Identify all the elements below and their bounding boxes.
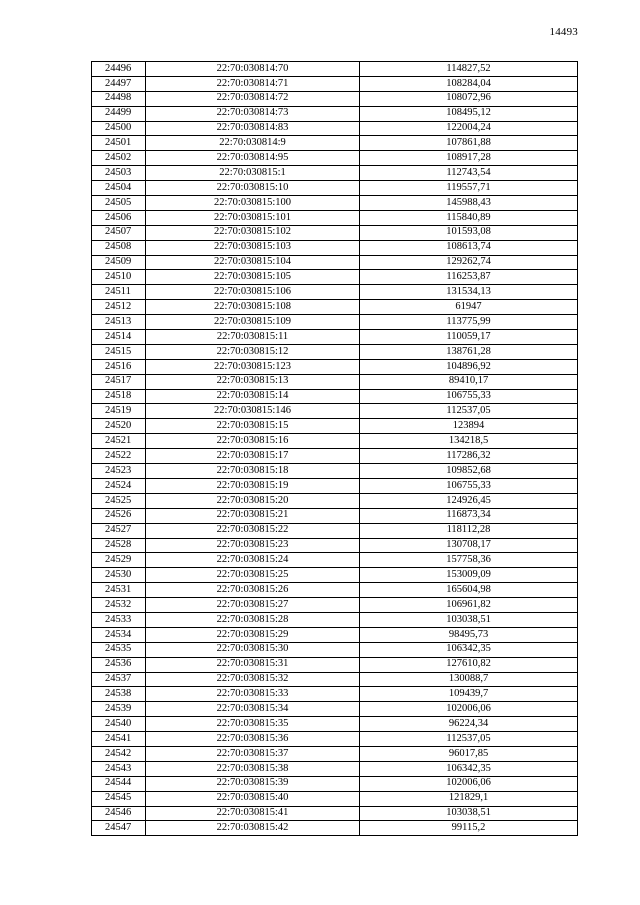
table-row: [92, 583, 578, 598]
cadastral-value-cell: 106961,82: [360, 598, 578, 613]
table-row: [92, 612, 578, 627]
row-number-cell: 24502: [92, 151, 146, 166]
cadastral-value-cell: 113775,99: [360, 315, 578, 330]
cadastral-value-cell: 127610,82: [360, 657, 578, 672]
row-number-cell: 24534: [92, 627, 146, 642]
cadastral-value-cell: 107861,88: [360, 136, 578, 151]
row-number-cell: 24521: [92, 434, 146, 449]
table-body: [92, 62, 578, 836]
row-number-cell: 24501: [92, 136, 146, 151]
cadastral-number-cell: 22:70:030815:17: [146, 449, 360, 464]
row-number-cell: 24546: [92, 806, 146, 821]
row-number-cell: 24527: [92, 523, 146, 538]
cadastral-number-cell: 22:70:030815:15: [146, 419, 360, 434]
cadastral-value-cell: 112537,05: [360, 732, 578, 747]
cadastral-value-cell: 108072,96: [360, 91, 578, 106]
cadastral-value-cell: 103038,51: [360, 612, 578, 627]
table-row: [92, 62, 578, 77]
table-row: [92, 389, 578, 404]
table-row: [92, 359, 578, 374]
cadastral-value-cell: 102006,06: [360, 776, 578, 791]
table-row: [92, 493, 578, 508]
table-row: [92, 419, 578, 434]
cadastral-number-cell: 22:70:030815:26: [146, 583, 360, 598]
cadastral-number-cell: 22:70:030815:30: [146, 642, 360, 657]
table-row: [92, 225, 578, 240]
row-number-cell: 24523: [92, 464, 146, 479]
table-row: [92, 151, 578, 166]
cadastral-value-cell: 153009,09: [360, 568, 578, 583]
table-row: [92, 508, 578, 523]
table-row: [92, 91, 578, 106]
row-number-cell: 24530: [92, 568, 146, 583]
cadastral-value-cell: 123894: [360, 419, 578, 434]
table-row: [92, 478, 578, 493]
cadastral-number-cell: 22:70:030815:38: [146, 761, 360, 776]
row-number-cell: 24500: [92, 121, 146, 136]
row-number-cell: 24515: [92, 344, 146, 359]
table-row: [92, 702, 578, 717]
cadastral-value-cell: 118112,28: [360, 523, 578, 538]
cadastral-number-cell: 22:70:030815:101: [146, 210, 360, 225]
row-number-cell: 24522: [92, 449, 146, 464]
row-number-cell: 24513: [92, 315, 146, 330]
cadastral-value-cell: 138761,28: [360, 344, 578, 359]
cadastral-number-cell: 22:70:030815:1: [146, 166, 360, 181]
row-number-cell: 24505: [92, 196, 146, 211]
cadastral-value-cell: 165604,98: [360, 583, 578, 598]
cadastral-value-cell: 98495,73: [360, 627, 578, 642]
row-number-cell: 24533: [92, 612, 146, 627]
table-row: [92, 568, 578, 583]
row-number-cell: 24499: [92, 106, 146, 121]
row-number-cell: 24535: [92, 642, 146, 657]
table-row: [92, 761, 578, 776]
row-number-cell: 24509: [92, 255, 146, 270]
row-number-cell: 24532: [92, 598, 146, 613]
table-row: [92, 196, 578, 211]
table-row: [92, 672, 578, 687]
table-row: [92, 136, 578, 151]
cadastral-value-cell: 121829,1: [360, 791, 578, 806]
row-number-cell: 24540: [92, 717, 146, 732]
row-number-cell: 24538: [92, 687, 146, 702]
table-row: [92, 687, 578, 702]
table-row: [92, 791, 578, 806]
cadastral-value-cell: 116253,87: [360, 270, 578, 285]
table-row: [92, 344, 578, 359]
table-row: [92, 255, 578, 270]
row-number-cell: 24498: [92, 91, 146, 106]
row-number-cell: 24537: [92, 672, 146, 687]
table-row: [92, 181, 578, 196]
cadastral-number-cell: 22:70:030815:27: [146, 598, 360, 613]
cadastral-value-cell: 108613,74: [360, 240, 578, 255]
cadastral-value-cell: 122004,24: [360, 121, 578, 136]
cadastral-number-cell: 22:70:030815:19: [146, 478, 360, 493]
row-number-cell: 24529: [92, 553, 146, 568]
cadastral-number-cell: 22:70:030815:105: [146, 270, 360, 285]
cadastral-value-cell: 103038,51: [360, 806, 578, 821]
row-number-cell: 24496: [92, 62, 146, 77]
row-number-cell: 24518: [92, 389, 146, 404]
cadastral-value-cell: 114827,52: [360, 62, 578, 77]
row-number-cell: 24528: [92, 538, 146, 553]
cadastral-number-cell: 22:70:030815:18: [146, 464, 360, 479]
table-row: [92, 776, 578, 791]
table-row: [92, 240, 578, 255]
table-row: [92, 746, 578, 761]
cadastral-number-cell: 22:70:030815:21: [146, 508, 360, 523]
cadastral-value-cell: 131534,13: [360, 285, 578, 300]
row-number-cell: 24545: [92, 791, 146, 806]
table-row: [92, 315, 578, 330]
cadastral-value-cell: 96017,85: [360, 746, 578, 761]
cadastral-value-cell: 112743,54: [360, 166, 578, 181]
cadastral-value-cell: 108284,04: [360, 76, 578, 91]
cadastral-number-cell: 22:70:030815:35: [146, 717, 360, 732]
row-number-cell: 24520: [92, 419, 146, 434]
table-row: [92, 464, 578, 479]
cadastral-value-cell: 106755,33: [360, 389, 578, 404]
table-row: [92, 642, 578, 657]
cadastral-number-cell: 22:70:030815:100: [146, 196, 360, 211]
cadastral-number-cell: 22:70:030815:109: [146, 315, 360, 330]
cadastral-value-cell: 130088,7: [360, 672, 578, 687]
table-row: [92, 374, 578, 389]
table-row: [92, 285, 578, 300]
cadastral-number-cell: 22:70:030814:73: [146, 106, 360, 121]
cadastral-number-cell: 22:70:030815:13: [146, 374, 360, 389]
row-number-cell: 24524: [92, 478, 146, 493]
row-number-cell: 24511: [92, 285, 146, 300]
table-row: [92, 210, 578, 225]
cadastral-number-cell: 22:70:030815:24: [146, 553, 360, 568]
cadastral-number-cell: 22:70:030814:70: [146, 62, 360, 77]
table-row: [92, 598, 578, 613]
table-row: [92, 330, 578, 345]
cadastral-value-cell: 110059,17: [360, 330, 578, 345]
row-number-cell: 24503: [92, 166, 146, 181]
row-number-cell: 24506: [92, 210, 146, 225]
row-number-cell: 24543: [92, 761, 146, 776]
table-row: [92, 523, 578, 538]
cadastral-number-cell: 22:70:030815:34: [146, 702, 360, 717]
table-row: [92, 106, 578, 121]
cadastral-number-cell: 22:70:030815:106: [146, 285, 360, 300]
cadastral-value-table: [91, 61, 578, 836]
cadastral-value-cell: 101593,08: [360, 225, 578, 240]
row-number-cell: 24526: [92, 508, 146, 523]
table-row: [92, 538, 578, 553]
cadastral-value-cell: 102006,06: [360, 702, 578, 717]
cadastral-value-cell: 96224,34: [360, 717, 578, 732]
cadastral-number-cell: 22:70:030815:123: [146, 359, 360, 374]
table-row: [92, 449, 578, 464]
table-row: [92, 270, 578, 285]
table-row: [92, 821, 578, 836]
cadastral-value-cell: 89410,17: [360, 374, 578, 389]
table-row: [92, 300, 578, 315]
cadastral-value-cell: 115840,89: [360, 210, 578, 225]
cadastral-value-cell: 134218,5: [360, 434, 578, 449]
cadastral-value-cell: 124926,45: [360, 493, 578, 508]
cadastral-value-cell: 129262,74: [360, 255, 578, 270]
table-row: [92, 717, 578, 732]
cadastral-number-cell: 22:70:030815:16: [146, 434, 360, 449]
cadastral-number-cell: 22:70:030815:28: [146, 612, 360, 627]
cadastral-value-cell: 109439,7: [360, 687, 578, 702]
cadastral-number-cell: 22:70:030815:20: [146, 493, 360, 508]
table-row: [92, 76, 578, 91]
cadastral-value-cell: 99115,2: [360, 821, 578, 836]
cadastral-number-cell: 22:70:030815:42: [146, 821, 360, 836]
cadastral-number-cell: 22:70:030815:108: [146, 300, 360, 315]
row-number-cell: 24541: [92, 732, 146, 747]
table-row: [92, 404, 578, 419]
cadastral-number-cell: 22:70:030815:10: [146, 181, 360, 196]
cadastral-number-cell: 22:70:030815:22: [146, 523, 360, 538]
cadastral-value-cell: 108917,28: [360, 151, 578, 166]
table-row: [92, 553, 578, 568]
row-number-cell: 24504: [92, 181, 146, 196]
table-row: [92, 627, 578, 642]
cadastral-value-cell: 157758,36: [360, 553, 578, 568]
cadastral-number-cell: 22:70:030815:14: [146, 389, 360, 404]
cadastral-number-cell: 22:70:030814:71: [146, 76, 360, 91]
cadastral-number-cell: 22:70:030815:37: [146, 746, 360, 761]
cadastral-number-cell: 22:70:030815:146: [146, 404, 360, 419]
row-number-cell: 24517: [92, 374, 146, 389]
cadastral-number-cell: 22:70:030815:12: [146, 344, 360, 359]
cadastral-number-cell: 22:70:030815:32: [146, 672, 360, 687]
cadastral-number-cell: 22:70:030814:9: [146, 136, 360, 151]
row-number-cell: 24544: [92, 776, 146, 791]
table-row: [92, 434, 578, 449]
row-number-cell: 24539: [92, 702, 146, 717]
cadastral-value-cell: 130708,17: [360, 538, 578, 553]
cadastral-value-cell: 109852,68: [360, 464, 578, 479]
cadastral-value-cell: 112537,05: [360, 404, 578, 419]
cadastral-number-cell: 22:70:030815:36: [146, 732, 360, 747]
row-number-cell: 24516: [92, 359, 146, 374]
row-number-cell: 24542: [92, 746, 146, 761]
table-row: [92, 732, 578, 747]
table-row: [92, 166, 578, 181]
page-number: 14493: [549, 26, 578, 38]
row-number-cell: 24519: [92, 404, 146, 419]
cadastral-number-cell: 22:70:030815:40: [146, 791, 360, 806]
cadastral-number-cell: 22:70:030814:83: [146, 121, 360, 136]
cadastral-value-cell: 145988,43: [360, 196, 578, 211]
cadastral-value-cell: 108495,12: [360, 106, 578, 121]
row-number-cell: 24531: [92, 583, 146, 598]
table-row: [92, 657, 578, 672]
row-number-cell: 24525: [92, 493, 146, 508]
cadastral-number-cell: 22:70:030814:95: [146, 151, 360, 166]
cadastral-number-cell: 22:70:030815:102: [146, 225, 360, 240]
row-number-cell: 24508: [92, 240, 146, 255]
cadastral-value-cell: 106342,35: [360, 642, 578, 657]
table-row: [92, 121, 578, 136]
row-number-cell: 24547: [92, 821, 146, 836]
cadastral-number-cell: 22:70:030815:39: [146, 776, 360, 791]
row-number-cell: 24507: [92, 225, 146, 240]
row-number-cell: 24497: [92, 76, 146, 91]
row-number-cell: 24510: [92, 270, 146, 285]
cadastral-value-cell: 106755,33: [360, 478, 578, 493]
cadastral-value-cell: 106342,35: [360, 761, 578, 776]
cadastral-number-cell: 22:70:030815:41: [146, 806, 360, 821]
cadastral-number-cell: 22:70:030815:33: [146, 687, 360, 702]
row-number-cell: 24512: [92, 300, 146, 315]
cadastral-value-cell: 119557,71: [360, 181, 578, 196]
cadastral-number-cell: 22:70:030815:104: [146, 255, 360, 270]
cadastral-value-cell: 104896,92: [360, 359, 578, 374]
row-number-cell: 24514: [92, 330, 146, 345]
cadastral-number-cell: 22:70:030815:103: [146, 240, 360, 255]
cadastral-number-cell: 22:70:030815:29: [146, 627, 360, 642]
cadastral-number-cell: 22:70:030815:25: [146, 568, 360, 583]
cadastral-number-cell: 22:70:030814:72: [146, 91, 360, 106]
cadastral-value-cell: 117286,32: [360, 449, 578, 464]
row-number-cell: 24536: [92, 657, 146, 672]
cadastral-number-cell: 22:70:030815:31: [146, 657, 360, 672]
table-row: [92, 806, 578, 821]
cadastral-number-cell: 22:70:030815:23: [146, 538, 360, 553]
cadastral-value-cell: 61947: [360, 300, 578, 315]
cadastral-number-cell: 22:70:030815:11: [146, 330, 360, 345]
cadastral-value-cell: 116873,34: [360, 508, 578, 523]
